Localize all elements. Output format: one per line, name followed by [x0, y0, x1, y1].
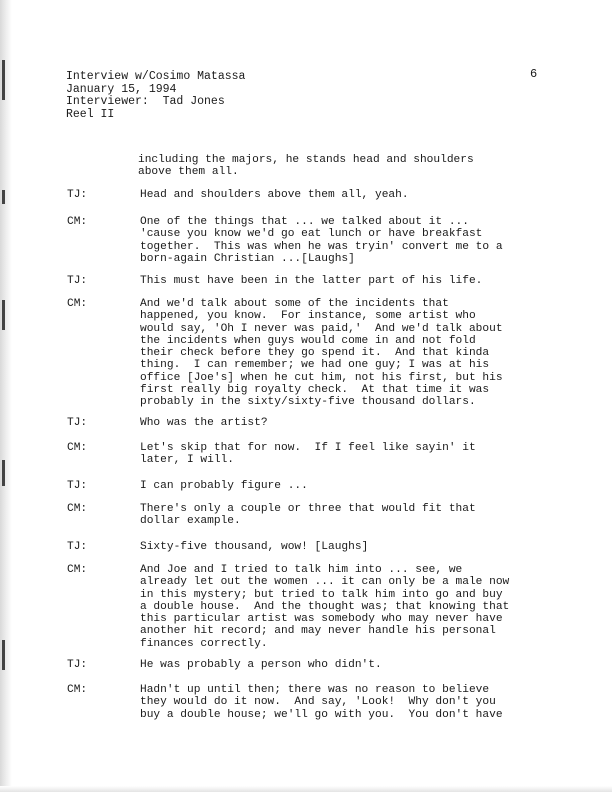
continued-paragraph: including the majors, he stands head and shoulders above them all. [138, 154, 474, 179]
document-header [66, 71, 245, 121]
speech-text: One of the things that ... we talked about it ... 'cause you know we'd go eat lunch or have breakfast together. This was when he was tryin' convert me to a born-again Christian ...[Laughs] [140, 216, 503, 265]
speech-text: I can probably figure ... [140, 480, 308, 492]
scan-artifact-mark [2, 60, 5, 100]
scan-edge-shadow [0, 0, 12, 792]
speech-text: There's only a couple or three that would fit that dollar example. [140, 503, 476, 528]
scan-artifact-mark [2, 640, 5, 670]
speech-text: Who was the artist? [140, 417, 268, 429]
speaker-label: CM: [67, 503, 88, 515]
speaker-label: TJ: [67, 189, 88, 201]
speaker-label: CM: [67, 684, 88, 696]
scan-artifact-mark [2, 460, 5, 486]
speaker-label: TJ: [67, 417, 88, 429]
speech-text: Let's skip that for now. If I feel like sayin' it later, I will. [140, 442, 476, 467]
page-number: 6 [530, 67, 538, 81]
scan-artifact-mark [2, 300, 5, 330]
speaker-label: CM: [67, 298, 88, 310]
speaker-label: CM: [67, 442, 88, 454]
speech-text: And Joe and I tried to talk him into ... see, we already let out the women ... it can only be a male now in this mystery; but tried to talk him into go and buy a double house. And the thought was; that knowing that this particular artist was somebody who may never have another hit record; and may never handle his personal finances correctly. [140, 564, 510, 650]
speech-text: And we'd talk about some of the incidents that happened, you know. For instance, some artist who would say, 'Oh I never was paid,' And we'd talk about the incidents when guys would come in and not fold their check before they go spend it. And that kinda thing. I can remember; we had one guy; I was at his office [Joe's] when he cut him, not his first, but his first really big royalty check. At that time it was probably in the sixty/sixty-five thousand dollars. [140, 298, 503, 409]
scan-bottom-shadow [0, 786, 612, 792]
interviewer-line: Interviewer: Tad Jones [66, 95, 225, 108]
interview-title: Interview w/Cosimo Matassa [66, 70, 246, 83]
speech-text: Head and shoulders above them all, yeah. [140, 189, 409, 201]
reel-label: Reel II [66, 107, 115, 121]
speaker-label: TJ: [67, 541, 88, 553]
speech-text: Sixty-five thousand, wow! [Laughs] [140, 541, 369, 553]
speaker-label: TJ: [67, 480, 88, 492]
speech-text: This must have been in the latter part of his life. [140, 275, 483, 287]
speaker-label: CM: [67, 564, 88, 576]
speaker-label: CM: [67, 216, 88, 228]
scan-artifact-mark [2, 190, 5, 204]
speaker-label: TJ: [67, 659, 88, 671]
speaker-label: TJ: [67, 275, 88, 287]
interview-date: January 15, 1994 [66, 82, 177, 96]
speech-text: He was probably a person who didn't. [140, 659, 382, 671]
speech-text: Hadn't up until then; there was no reason to believe they would do it now. And say, 'Look! Why don't you buy a double house; we'll go with you. You don't have [140, 684, 503, 721]
